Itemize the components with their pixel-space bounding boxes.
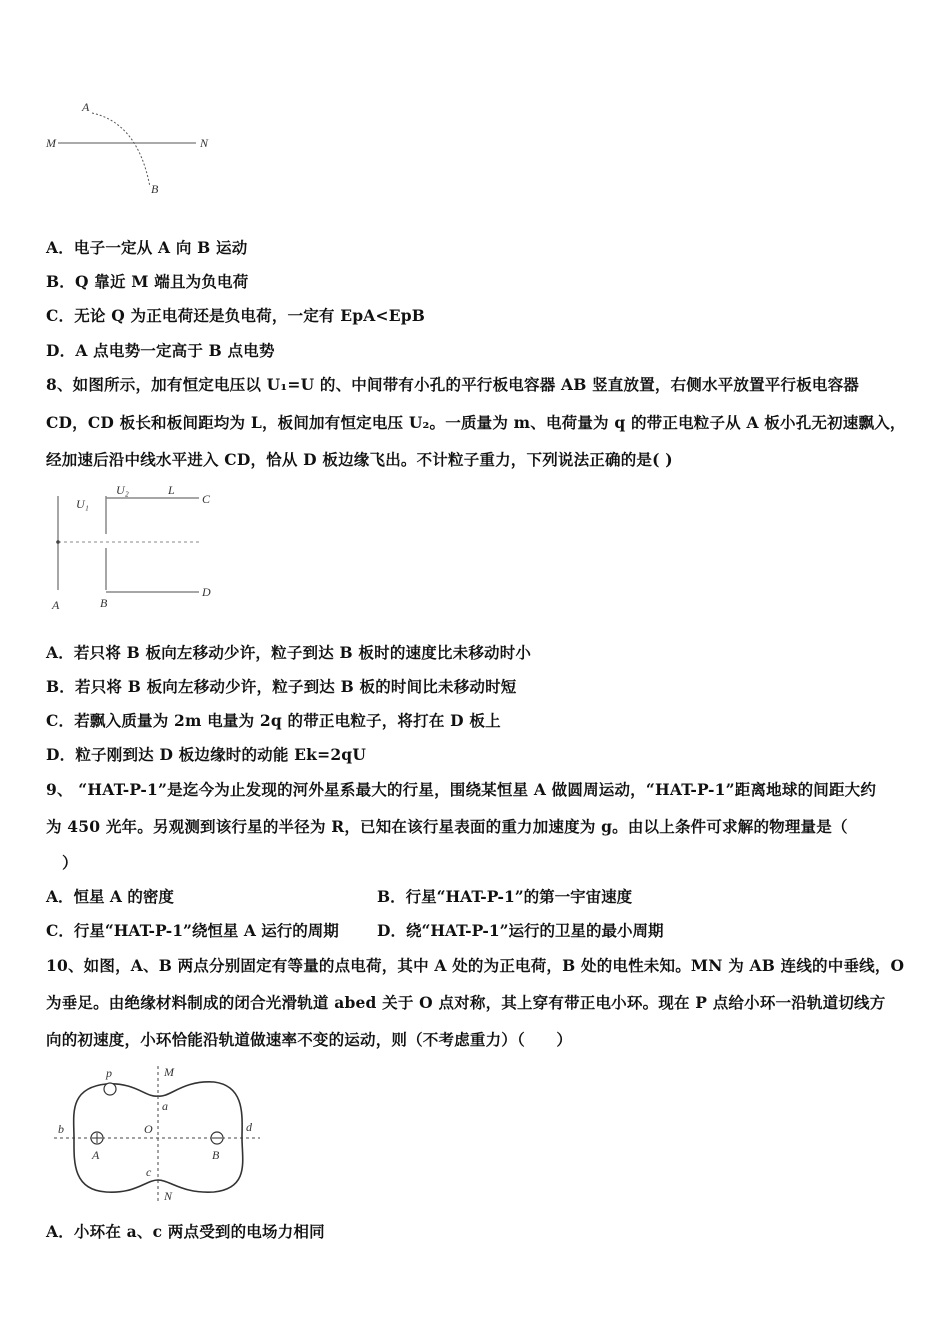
q9-options-row-2 [46, 919, 906, 941]
q9-stem-line-2: 为 450 光年。另观测到该行星的半径为 R，已知在该行星表面的重力加速度为 g。由以上条件可求解的物理量是（ [46, 817, 848, 836]
figure-capacitors [44, 482, 224, 614]
q8-option-c: C．若飘入质量为 2m 电量为 2q 的带正电粒子，将打在 D 板上 [46, 711, 501, 730]
label-B: B [212, 1148, 220, 1162]
q10-option-a: A．小环在 a、c 两点受到的电场力相同 [46, 1222, 325, 1241]
q7-option-d: D．A 点电势一定高于 B 点电势 [46, 341, 275, 360]
label-p: p [106, 1066, 112, 1080]
q8-option-d: D．粒子刚到达 D 板边缘时的动能 Ek=2qU [46, 745, 367, 764]
q8-option-a: A．若只将 B 板向左移动少许，粒子到达 B 板时的速度比未移动时小 [46, 643, 532, 662]
label-d: d [246, 1120, 252, 1134]
label-B: B [151, 182, 159, 196]
figure-field-line [40, 95, 220, 200]
q10-stem-line-1: 10、如图，A、B 两点分别固定有等量的点电荷，其中 A 处的为正电荷，B 处的电性未知。MN 为 AB 连线的中垂线，O [46, 956, 905, 975]
q10-stem-line-2: 为垂足。由绝缘材料制成的闭合光滑轨道 abed 关于 O 点对称，其上穿有带正电小环。现在 P 点给小环一沿轨道切线方 [46, 993, 886, 1012]
label-U2: U₂ [116, 483, 129, 497]
label-A: A [92, 1148, 100, 1162]
q7-option-a: A．电子一定从 A 向 B 运动 [46, 238, 248, 257]
label-a: a [162, 1099, 168, 1113]
figure-closed-track [46, 1060, 276, 1208]
q9-options-row-1 [46, 885, 906, 907]
q9-option-a: A．恒星 A 的密度 [46, 887, 174, 906]
q8-stem-line-1: 8、如图所示，加有恒定电压以 U₁=U 的、中间带有小孔的平行板电容器 AB 竖直放置，右侧水平放置平行板电容器 [46, 375, 860, 394]
label-O: O [144, 1122, 153, 1136]
label-C: C [202, 492, 211, 506]
q9-stem-line-3: ） [62, 853, 78, 872]
label-U1: U₁ [76, 497, 89, 511]
label-c: c [146, 1165, 152, 1179]
label-A: A [52, 598, 60, 612]
q9-option-d: D．绕“HAT-P-1”运行的卫星的最小周期 [377, 921, 664, 940]
label-b: b [58, 1122, 64, 1136]
label-D: D [202, 585, 211, 599]
q7-option-b: B．Q 靠近 M 端且为负电荷 [46, 272, 249, 291]
label-N: N [164, 1189, 173, 1203]
label-L: L [168, 483, 175, 497]
q8-stem-line-3: 经加速后沿中线水平进入 CD，恰从 D 板边缘飞出。不计粒子重力，下列说法正确的是( ) [46, 450, 673, 469]
label-M: M [164, 1065, 174, 1079]
q9-option-b: B．行星“HAT-P-1”的第一宇宙速度 [377, 887, 633, 906]
q8-option-b: B．若只将 B 板向左移动少许，粒子到达 B 板的时间比未移动时短 [46, 677, 517, 696]
label-B: B [100, 596, 108, 610]
q7-option-c: C．无论 Q 为正电荷还是负电荷，一定有 EpA<EpB [46, 306, 426, 325]
q9-option-c: C．行星“HAT-P-1”绕恒星 A 运行的周期 [46, 921, 339, 940]
label-A: A [82, 100, 90, 114]
q8-stem-line-2: CD，CD 板长和板间距均为 L，板间加有恒定电压 U₂。一质量为 m、电荷量为 q 的带正电粒子从 A 板小孔无初速飘入， [46, 413, 906, 432]
q10-stem-line-3: 向的初速度，小环恰能沿轨道做速率不变的运动，则（不考虑重力）（ ） [46, 1030, 573, 1049]
label-M: M [46, 136, 56, 150]
label-N: N [200, 136, 209, 150]
q9-stem-line-1: 9、 “HAT-P-1”是迄今为止发现的河外星系最大的行星，围绕某恒星 A 做圆周运动，“HAT-P-1”距离地球的间距大约 [46, 780, 877, 799]
